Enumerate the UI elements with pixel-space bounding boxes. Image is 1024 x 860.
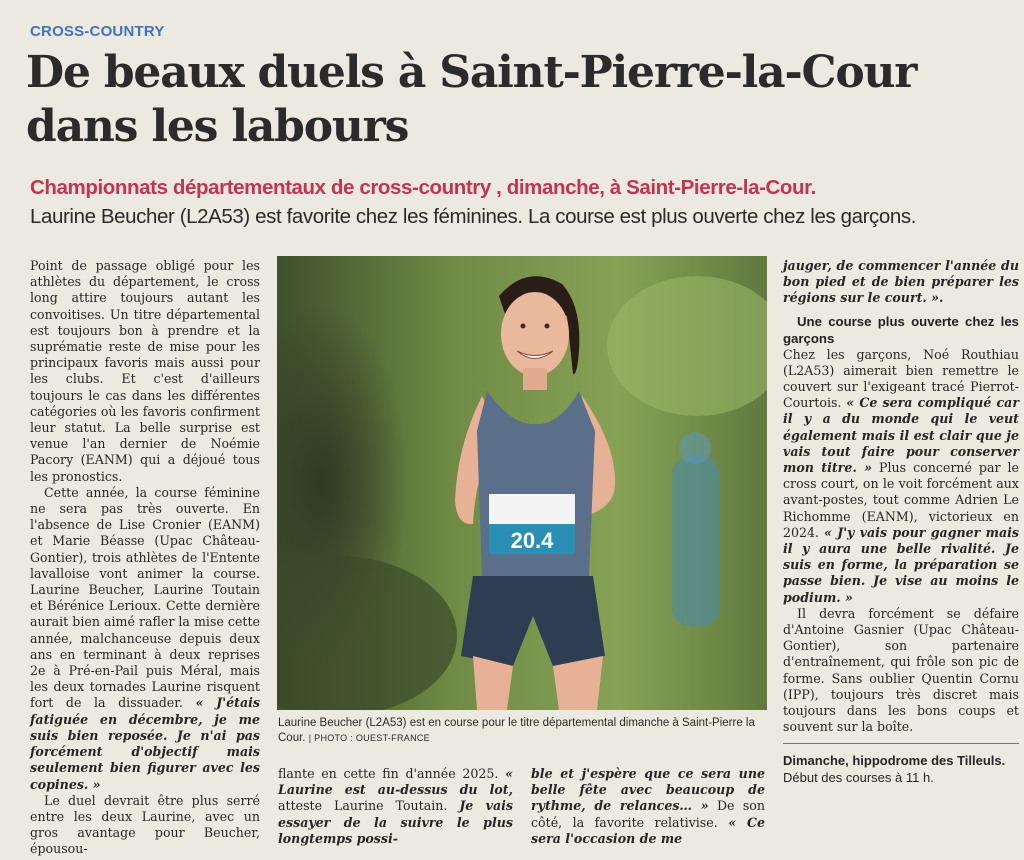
lead-paragraph: Laurine Beucher (L2A53) est favorite chez les féminines. La course est plus ouverte chez les garçons. [30, 205, 917, 228]
body-text: atteste Laurine Toutain. [278, 798, 448, 814]
body-paragraph [30, 485, 260, 793]
body-paragraph [783, 347, 1019, 606]
body-paragraph: Le duel devrait être plus serré entre les deux Laurine, avec un gros avantage pour Beucher, épousou- [30, 792, 260, 857]
body-paragraph: Il devra forcément se défaire d'Antoine Gasnier (Upac Château-Gontier), son partenaire d'entraînement, qui frôle son pic de forme. Sans oublier Quentin Cornu (IPP), toujours très discret mais toujours dans les bons coups et souvent sur la boîte. [783, 605, 1019, 735]
article-column-2 [278, 766, 513, 847]
event-info [783, 752, 1019, 786]
quote-text: « J'y vais pour gagner mais il y aura une belle rivalité. Je suis en forme, la préparation se passe bien. Je vise au moins le podium. » [783, 524, 1019, 605]
quote-text: « J'étais fatiguée en décembre, je me suis bien reposée. Je n'ai pas forcément d'objectif mais seulement bien figurer avec les copines. » [30, 695, 260, 792]
intertitle: Une course plus ouverte chez les garçons [783, 313, 1019, 346]
caption-text: Laurine Beucher (L2A53) est en course pour le titre départemental dimanche à Saint-Pierre la Cour. [278, 717, 755, 744]
body-text: flante en cette fin d'année 2025. [278, 766, 499, 781]
photo-caption [278, 716, 768, 746]
body-paragraph [531, 766, 765, 847]
article-column-3 [531, 766, 765, 847]
body-paragraph [783, 258, 1019, 307]
bib-number: 20.4 [510, 528, 554, 553]
article-column-4 [783, 258, 1019, 786]
body-text: De son côté, la favorite relativise. [531, 798, 765, 830]
quote-text: « Ce sera l'occasion de me [531, 814, 765, 846]
quote-text: « Ce sera compliqué car il y a du monde qui le veut également mais il est clair que je vais tout faire pour conserver mon titre. » [783, 395, 1019, 476]
event-info-time: Début des courses à 11 h. [783, 770, 934, 786]
body-text: Cette année, la course féminine ne sera pas très ouverte. En l'absence de Lise Cronier (EANM) et Marie Béasse (Upac Château-Gontier), trois athlètes de l'Entente lavalloise vont animer la course. Laurine Beucher, Laurine Toutain et Bérénice Lerioux. Cette dernière aurait bien aimé rafler la mise cette année, malchanceuse depuis deux ans en terminant à deux reprises 2e à Pré-en-Pail puis Méral, mais les deux tornades Laurine risquent fort de la dissuader. [30, 484, 260, 711]
runner-photo-graphic [277, 256, 767, 710]
divider [783, 743, 1019, 744]
quote-text: Je vais essayer de la suivre le plus longtemps possi- [278, 798, 513, 846]
body-paragraph [278, 766, 513, 847]
photo-credit: | PHOTO : OUEST-FRANCE [308, 733, 430, 743]
body-text: Plus concerné par le cross court, on le voit forcément aux avant-postes, tout comme Adrien Le Richomme (EANM), victorieux en 2024. [783, 460, 1019, 540]
section-kicker: CROSS-COUNTRY [30, 23, 165, 40]
quote-text: « Laurine est au-dessus du lot, [278, 766, 513, 798]
body-paragraph: Point de passage obligé pour les athlètes du département, le cross long attire toujours autant les convoitises. Un titre départemental est toujours bon à prendre et la suprématie reste de mise pour les principaux favoris mais aussi pour les clubs. Et c'est d'ailleurs toujours le cas dans les différentes catégories où les favoris confirment leur statut. La belle surprise est venue l'an dernier de Noémie Pacory (EANM) qui a déjoué tous les pronostics. [30, 258, 260, 484]
body-text: Chez les garçons, Noé Routhiau (L2A53) aimerait bien remettre le couvert sur l'exigeant tracé Pierrot-Courtois. [783, 346, 1019, 411]
event-info-location: Dimanche, hippodrome des Tilleuls. [783, 753, 1006, 769]
headline: De beaux duels à Saint-Pierre-la-Cour dans les labours [26, 47, 917, 152]
quote-text: ble et j'espère que ce sera une belle fête avec beaucoup de rythme, de relances… » [531, 766, 765, 814]
article-column-1 [30, 258, 260, 858]
runner-photo [277, 256, 767, 710]
quote-text: jauger, de commencer l'année du bon pied et de bien préparer les régions sur le court. ». [783, 258, 1019, 306]
subheadline: Championnats départementaux de cross-country , dimanche, à Saint-Pierre-la-Cour. [30, 176, 816, 199]
